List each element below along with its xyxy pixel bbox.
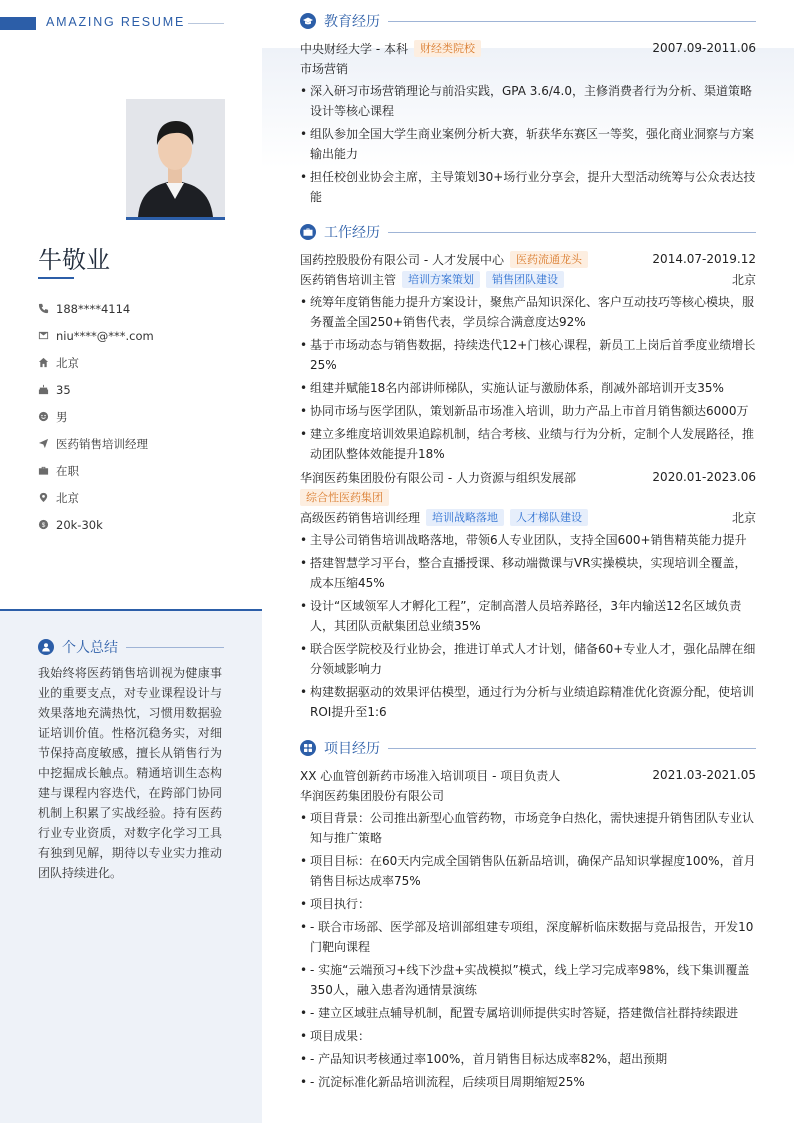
contact-status [38,457,248,484]
brand-bar [0,17,36,30]
list-item: • 项目执行： [300,894,756,914]
job-header [300,467,756,487]
list-item: • 担任校创业协会主席，主导策划30+场行业分享会，提升大型活动统筹与公众表达技能 [300,167,756,207]
contact-text: 北京 [56,355,79,370]
smile-icon [38,411,56,422]
job-bullets [300,530,756,722]
list-item: • 组队参加全国大学生商业案例分析大赛，斩获华东赛区一等奖，强化商业洞察与方案输出能力 [300,124,756,164]
contact-residence [38,349,248,376]
list-item: • - 建立区域驻点辅导机制，配置专属培训师提供实时答疑，搭建微信社群持续跟进 [300,1003,756,1023]
project-org: 华润医药集团股份有限公司 [300,788,445,803]
project-entry-header [300,765,756,785]
contact-text: 北京 [56,490,79,505]
list-item: • 统筹年度销售能力提升方案设计，聚焦产品知识深化、客户互动技巧等核心模块，服务覆盖全国250+销售代表，学员综合满意度达92% [300,292,756,332]
list-item: • - 沉淀标准化新品培训流程，后续项目周期缩短25% [300,1072,756,1092]
education-bullets [300,81,756,207]
education-date: 2007.09-2011.06 [652,41,756,55]
user-icon [38,639,54,655]
contact-position [38,430,248,457]
home-icon [38,357,56,368]
list-item: • 项目成果： [300,1026,756,1046]
name-underline [38,277,74,279]
list-item: • 建立多维度培训效果追踪机制，结合考核、业绩与行为分析，定制个人发展路径，推动团队整体效能提升18% [300,424,756,464]
job-role: 高级医药销售培训经理 [300,510,421,525]
list-item: • - 产品知识考核通过率100%，首月销售目标达成率82%，超出预期 [300,1049,756,1069]
job-role-row [300,507,756,527]
role-tag: 人才梯队建设 [510,509,588,526]
education-header [300,10,756,32]
project-header [300,737,756,759]
summary-title: 个人总结 [62,640,118,656]
job-company: 华润医药集团股份有限公司 - 人力资源与组织发展部 [300,470,576,485]
right-column [262,0,794,1123]
contact-text: 188****4114 [56,301,131,316]
role-tag: 销售团队建设 [486,271,564,288]
profile-photo [126,99,225,220]
contact-phone [38,295,248,322]
project-section [300,737,756,1092]
list-item: • - 联合市场部、医学部及培训部组建专项组，深度解析临床数据与竞品报告，开发10门靶向课程 [300,917,756,957]
school-tag: 财经类院校 [414,40,481,57]
briefcase-icon [300,224,316,240]
work-section [300,221,756,722]
project-date: 2021.03-2021.05 [652,768,756,782]
summary-text: 我始终将医药销售培训视为健康事业的重要支点，对专业课程设计与效果落地充满热忱，习惯用数据验证培训价值。性格沉稳务实，对细节保持高度敏感，擅长从销售行为中挖掘成长触点。精通培训生态构建与课程内容迭代，在跨部门协同机制上积累了实战经验。持有医药行业专业资质，对数字化学习工具有独到见解，期待以专业实力推动团队持续进化。 [38,666,222,880]
work-title: 工作经历 [324,225,380,241]
list-item: • 设计“区域领军人才孵化工程”，定制高潜人员培养路径，3年内输送12名区域负责人，其团队贡献集团总业绩35% [300,596,756,636]
role-tag: 培训方案策划 [402,271,480,288]
list-item: • 基于市场动态与销售数据，持续迭代12+门核心课程，新员工上岗后首季度业绩增长25% [300,335,756,375]
job-city: 北京 [731,510,756,525]
contact-salary [38,511,248,538]
list-item: • 搭建智慧学习平台，整合直播授课、移动端微课与VR实操模块，实现培训全覆盖，成本压缩45% [300,553,756,593]
list-item: • 主导公司销售培训战略落地，带领6人专业团队，支持全国600+销售精英能力提升 [300,530,756,550]
contact-text: niu****@***.com [56,328,154,343]
list-item: • 组建并赋能18名内部讲师梯队，实施认证与激励体系，削减外部培训开支35% [300,378,756,398]
job-date: 2020.01-2023.06 [652,470,756,484]
brand-title: AMAZING RESUME [46,15,186,29]
job-entry [300,249,756,464]
project-divider [388,748,756,749]
list-item: • - 实施“云端预习+线下沙盘+实战模拟”模式，线上学习完成率98%，线下集训覆盖350人，融入患者沟通情景演练 [300,960,756,1000]
project-name: XX 心血管创新药市场准入培训项目 - 项目负责人 [300,768,561,783]
education-divider [388,21,756,22]
list-item: • 构建数据驱动的效果评估模型，通过行为分析与业绩追踪精准优化资源分配，使培训ROI提升至1:6 [300,682,756,722]
education-major: 市场营销 [300,61,349,76]
company-tag: 综合性医药集团 [300,489,389,506]
briefcase-icon [38,465,56,476]
school-name: 中央财经大学 - 本科 [300,41,408,56]
job-entry [300,467,756,722]
role-tag: 培训战略落地 [426,509,504,526]
location-icon [38,492,56,503]
summary-divider [126,647,224,648]
cake-icon [38,384,56,395]
send-icon [38,438,56,449]
contact-text: 医药销售培训经理 [56,436,148,451]
education-major-row [300,58,756,78]
svg-text:$: $ [41,521,46,529]
list-item: • 项目目标：在60天内完成全国销售队伍新品培训，确保产品知识掌握度100%，首月销售目标达成率75% [300,851,756,891]
education-section [300,10,756,207]
job-date: 2014.07-2019.12 [652,252,756,266]
phone-icon [38,303,56,314]
contact-email [38,322,248,349]
job-city: 北京 [731,272,756,287]
job-role: 医药销售培训主管 [300,272,397,287]
list-item: • 联合医学院校及行业协会，推进订单式人才计划，储备60+专业人才，强化品牌在细分领域影响力 [300,639,756,679]
education-title: 教育经历 [324,14,380,30]
person-name: 牛敬业 [38,246,110,274]
contact-city [38,484,248,511]
money-icon [38,519,56,530]
job-company: 国药控股股份有限公司 - 人才发展中心 [300,252,504,267]
contact-text: 男 [56,409,68,424]
grid-icon [300,740,316,756]
job-bullets [300,292,756,464]
work-header [300,221,756,243]
job-role-row [300,269,756,289]
brand-divider [188,23,224,24]
project-title: 项目经历 [324,741,380,757]
summary-header [38,637,224,657]
project-org-row [300,785,756,805]
list-item: • 项目背景：公司推出新型心血管药物，市场竞争白热化，需快速提升销售团队专业认知与推广策略 [300,808,756,848]
contact-text: 在职 [56,463,79,478]
education-entry-header [300,38,756,58]
contact-text: 35 [56,382,71,397]
mail-icon [38,330,56,341]
list-item: • 深入研习市场营销理论与前沿实践，GPA 3.6/4.0，主修消费者行为分析、渠道策略设计等核心课程 [300,81,756,121]
graduation-cap-icon [300,13,316,29]
work-divider [388,232,756,233]
left-column [0,0,262,1123]
job-header [300,249,756,269]
contact-list [38,295,248,538]
job-tag-row [300,487,756,507]
contact-text: 20k-30k [56,517,103,532]
contact-gender [38,403,248,430]
project-bullets [300,808,756,1092]
company-tag: 医药流通龙头 [510,251,588,268]
contact-age [38,376,248,403]
summary-panel [0,609,262,1123]
list-item: • 协同市场与医学团队，策划新品市场准入培训，助力产品上市首月销售额达6000万 [300,401,756,421]
